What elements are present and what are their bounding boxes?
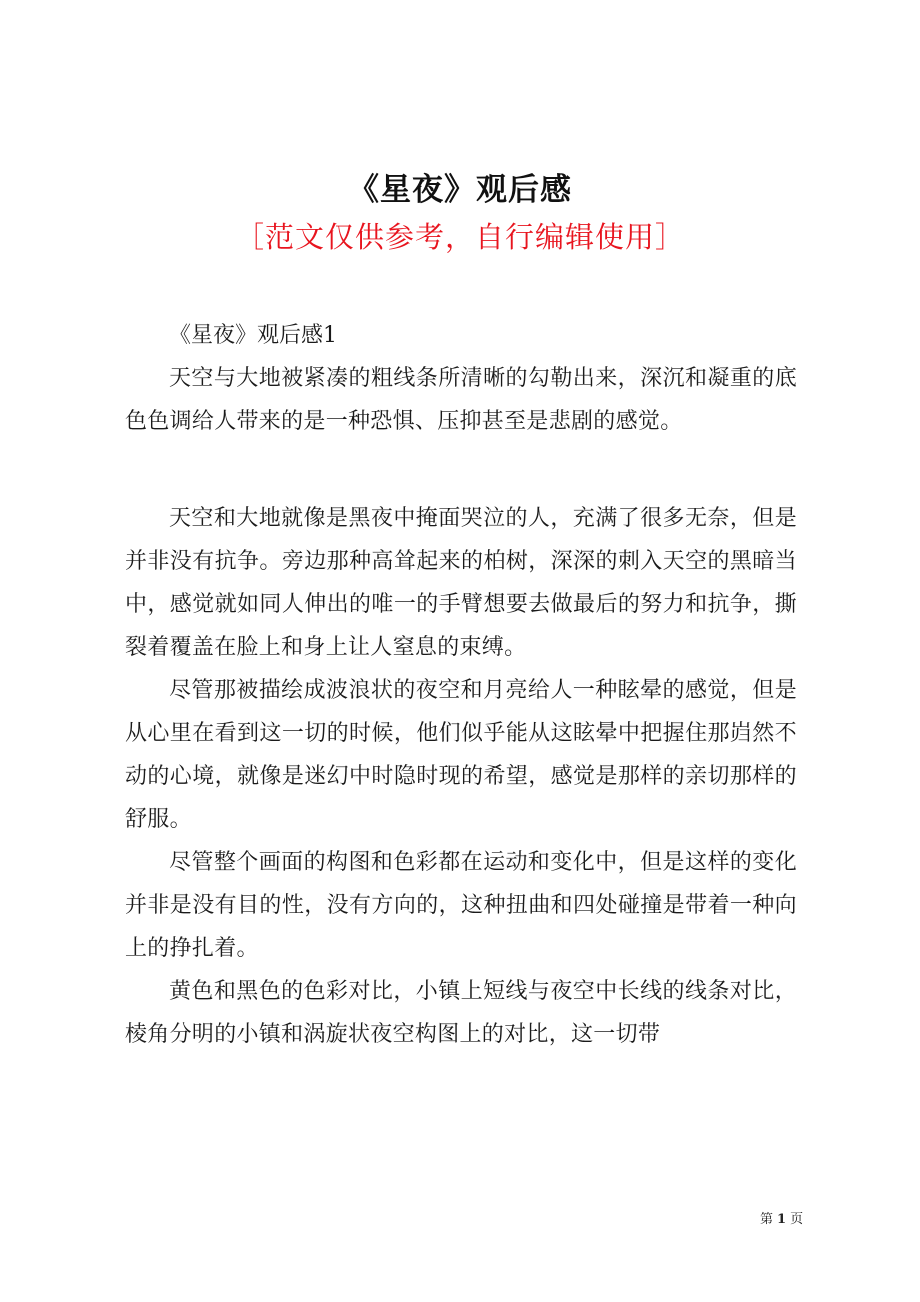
paragraph-2: 天空和大地就像是黑夜中掩面哭泣的人，充满了很多无奈，但是并非没有抗争。旁边那种高耸起来的柏树，深深的刺入天空的黑暗当中，感觉就如同人伸出的唯一的手臂想要去做最后的努力和抗争，撕裂着覆盖在脸上和身上让人窒息的束缚。: [125, 506, 797, 660]
section-heading: 《星夜》观后感1: [169, 323, 337, 348]
paragraph-4: 尽管整个画面的构图和色彩都在运动和变化中，但是这样的变化并非是没有目的性，没有方向的，这种扭曲和四处碰撞是带着一种向上的挣扎着。: [125, 850, 797, 961]
paragraph-5: 黄色和黑色的色彩对比，小镇上短线与夜空中长线的线条对比，棱角分明的小镇和涡旋状夜空构图上的对比，这一切带: [125, 979, 797, 1047]
document-body: [125, 314, 797, 1056]
page-footer: [760, 1208, 803, 1227]
document-subtitle: ［范文仅供参考，自行编辑使用］: [234, 220, 685, 254]
document-title: 《星夜》观后感: [348, 172, 572, 208]
page-number: 1: [777, 1212, 787, 1227]
paragraph-3: 尽管那被描绘成波浪状的夜空和月亮给人一种眩晕的感觉，但是从心里在看到这一切的时候，他们似乎能从这眩晕中把握住那岿然不动的心境，就像是迷幻中时隐时现的希望，感觉是那样的亲切那样的舒服。: [125, 678, 797, 832]
paragraph-1: 天空与大地被紧凑的粗线条所清晰的勾勒出来，深沉和凝重的底色色调给人带来的是一种恐惧、压抑甚至是悲剧的感觉。: [125, 366, 797, 434]
page-label-suffix: 页: [790, 1212, 804, 1227]
page-label-prefix: 第: [760, 1212, 774, 1227]
